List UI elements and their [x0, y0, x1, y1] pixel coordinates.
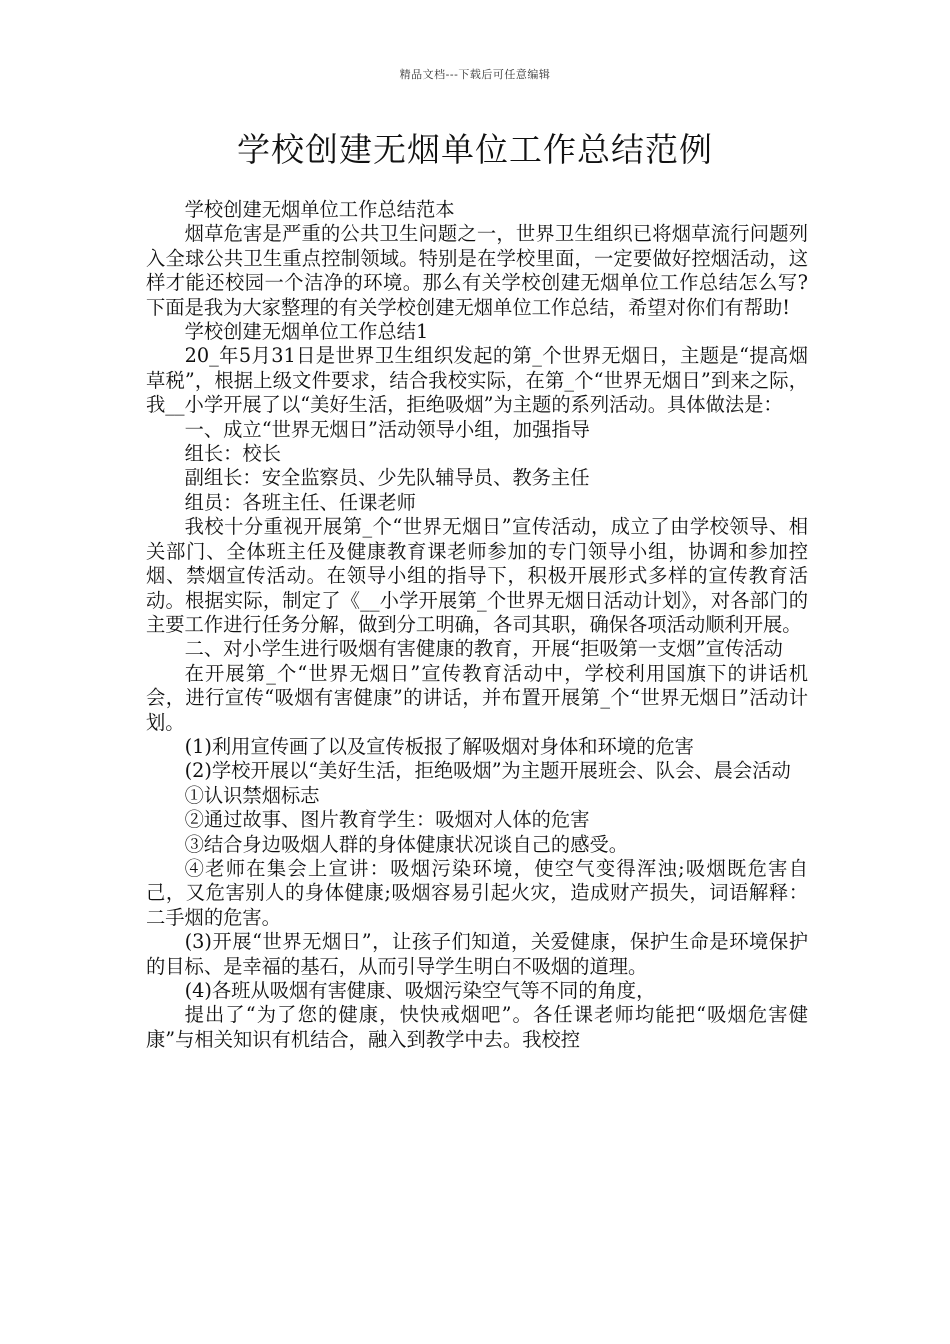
- section-heading: 一、成立“世界无烟日”活动领导小组，加强指导: [184, 417, 590, 441]
- list-item: ①认识禁烟标志: [184, 783, 320, 807]
- document-title: 学校创建无烟单位工作总结范例: [237, 130, 713, 169]
- paragraph: 学校创建无烟单位工作总结1: [184, 320, 429, 344]
- list-item: (4)各班从吸烟有害健康、吸烟污染空气等不同的角度，: [184, 979, 656, 1002]
- list-item: ③结合身边吸烟人群的身体健康状况谈自己的感受。: [184, 832, 629, 856]
- paragraph: 组员：各班主任、任课老师: [184, 490, 416, 514]
- list-item: ②通过故事、图片教育学生：吸烟对人体的危害: [184, 808, 590, 832]
- header-note: 精品文档---下载后可任意编辑: [399, 68, 551, 81]
- list-item: (3)开展“世界无烟日”，让孩子们知道，关爱健康，保护生命是环境保护的目标、是幸福的基石，从而引导学生明白不吸烟的道理。: [146, 930, 808, 978]
- paragraph: 20_年5月31日是世界卫生组织发起的第_个世界无烟日，主题是“提高烟草税”，根据上级文件要求，结合我校实际，在第_个“世界无烟日”到来之际，我__小学开展了以“美好生活，拒绝吸烟”为主题的系列活动。具体做法是：: [146, 344, 808, 417]
- list-item: (1)利用宣传画了以及宣传板报了解吸烟对身体和环境的危害: [184, 734, 694, 758]
- document-body: [146, 198, 808, 1052]
- paragraph: 在开展第_个“世界无烟日”宣传教育活动中，学校利用国旗下的讲话机会，进行宣传“吸烟有害健康”的讲话，并布置开展第_个“世界无烟日”活动计划。: [146, 661, 808, 734]
- list-item: (2)学校开展以“美好生活，拒绝吸烟”为主题开展班会、队会、晨会活动: [184, 759, 791, 783]
- paragraph: 提出了“为了您的健康，快快戒烟吧”。各任课老师均能把“吸烟危害健康”与相关知识有机结合，融入到教学中去。我校控: [146, 1003, 808, 1051]
- paragraph: 副组长：安全监察员、少先队辅导员、教务主任: [184, 466, 590, 490]
- paragraph: 我校十分重视开展第_个“世界无烟日”宣传活动，成立了由学校领导、相关部门、全体班主任及健康教育课老师参加的专门领导小组，协调和参加控烟、禁烟宣传活动。在领导小组的指导下，积极开展形式多样的宣传教育活动。根据实际，制定了《__小学开展第_个世界无烟日活动计划》，对各部门的主要工作进行任务分解，做到分工明确，各司其职，确保各项活动顺利开展。: [146, 515, 808, 636]
- list-item: ④老师在集会上宣讲：吸烟污染环境，使空气变得浑浊;吸烟既危害自己，又危害别人的身体健康;吸烟容易引起火灾，造成财产损失，词语解释：二手烟的危害。: [146, 856, 808, 929]
- section-heading: 二、对小学生进行吸烟有害健康的教育，开展“拒吸第一支烟”宣传活动: [184, 637, 783, 661]
- paragraph: 学校创建无烟单位工作总结范本: [184, 198, 455, 221]
- paragraph: 组长：校长: [184, 442, 281, 466]
- paragraph: 烟草危害是严重的公共卫生问题之一，世界卫生组织已将烟草流行问题列入全球公共卫生重点控制领域。特别是在学校里面，一定要做好控烟活动，这样才能还校园一个洁净的环境。那么有关学校创建无烟单位工作总结怎么写?下面是我为大家整理的有关学校创建无烟单位工作总结，希望对你们有帮助!: [146, 222, 808, 319]
